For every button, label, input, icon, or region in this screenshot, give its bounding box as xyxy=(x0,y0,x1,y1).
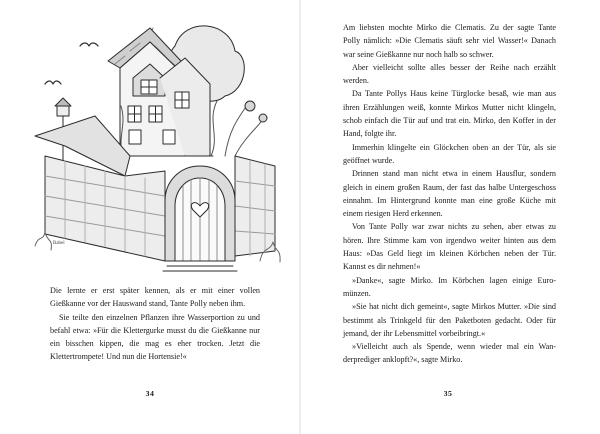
paragraph: Aber vielleicht sollte alles besser der Reihe nach erzählt werden. xyxy=(343,62,556,86)
paragraph: Von Tante Polly war zwar nichts zu sehen, aber etwas zu hören. Ihre Stimme kam von irgendwo weiter hinten aus dem Haus: »Das Geld liegt im kleinen Körbchen neben der Tür. Kannst es dir nehmen!« xyxy=(343,222,556,272)
right-page-text xyxy=(343,21,556,367)
paragraph: Sie teilte den einzelnen Pflanzen ihre Wasserportion zu und befahl etwa: »Für die Klettergurke musst du die Gießkanne nur ein bisschen kippen, die mag es eher trocken. Jetzt die Klettertrompete! Und nun die Hortensie!« xyxy=(50,312,260,362)
paragraph: Die lernte er erst später kennen, als er mit einer vollen Gießkanne vor der Hauswand stand, Tante Polly neben ihm. xyxy=(50,286,260,309)
page-number-right: 35 xyxy=(443,389,453,398)
paragraph: »Danke«, sagte Mirko. Im Körbchen lagen einige Euromünzen. xyxy=(343,275,556,298)
paragraph: Am liebsten mochte Mirko die Clematis. Zu der sagte Tante Polly nämlich: »Die Clematis säuft sehr viel Wasser!« Danach war seine Gießkanne nur noch halb so schwer. xyxy=(343,23,556,59)
paragraph: Da Tante Pollys Haus keine Türglocke besaß, wie man aus ihren Erzählungen weiß, konnte Mirkos Mutter nicht klingeln, schob einfach die Tür auf und trat ein. Mirko, den Koffer in der Hand, folgte ihr. xyxy=(343,89,556,139)
right-page xyxy=(300,0,600,434)
paragraph: »Vielleicht auch als Spende, wenn wieder mal ein Wanderprediger anklopft?«, sagte Mirko. xyxy=(343,342,556,365)
page-number-left: 34 xyxy=(145,389,155,398)
house-garden-illustration xyxy=(25,6,287,278)
paragraph: Drinnen stand man nicht etwa in einem Hausflur, sondern gleich in einem großen Raum, der fast das halbe Untergeschoss einnahm. Im Hintergrund konnte man eine große Küche mit einem riesigen Herd erkennen. xyxy=(343,169,556,219)
illustration-signature: Babel xyxy=(53,241,65,246)
paragraph: »Sie hat nicht dich gemeint«, sagte Mirkos Mutter. »Die sind bestimmt als Trinkgeld für den Paketboten gedacht. Oder für jemand, der ihr Lebensmittel vorbeibringt.« xyxy=(343,302,556,338)
paragraph: Immerhin klingelte ein Glöckchen oben an der Tür, als sie geöffnet wurde. xyxy=(343,142,556,165)
left-page-text xyxy=(50,284,260,364)
